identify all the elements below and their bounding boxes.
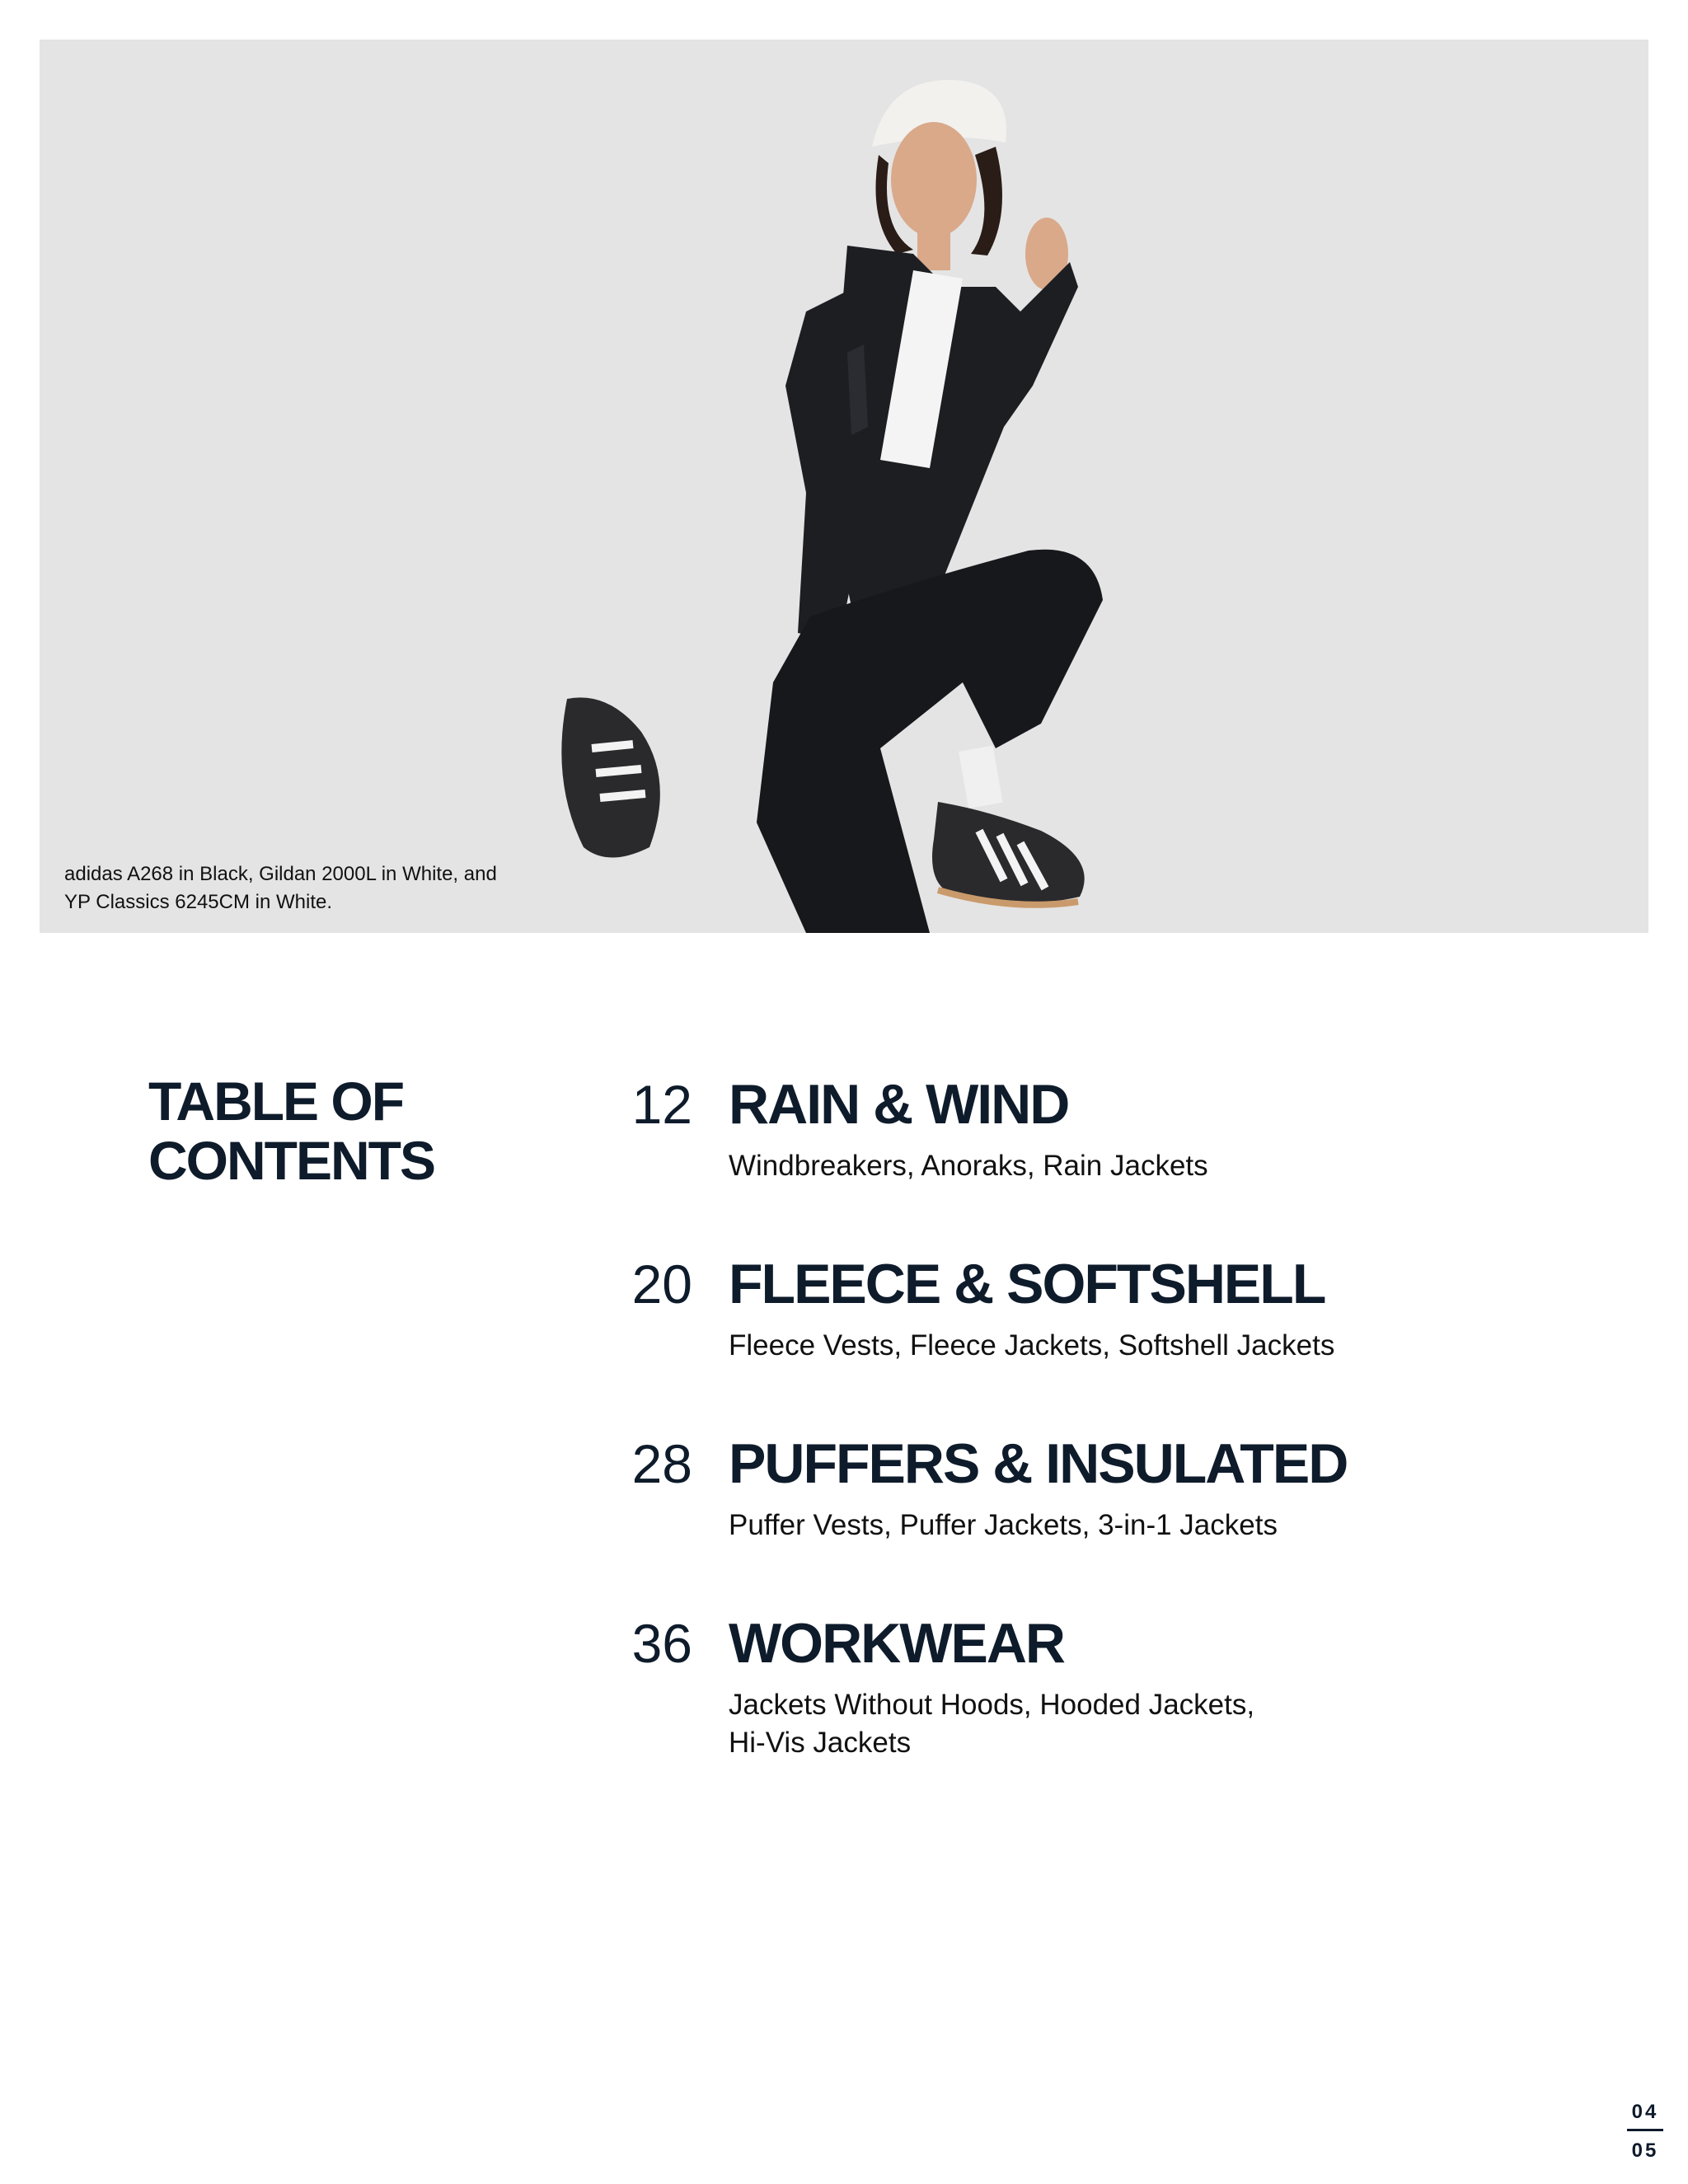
toc-page-number: 36	[631, 1613, 692, 1674]
toc-page-number: 20	[631, 1254, 692, 1315]
toc-section-heading: RAIN & WIND	[729, 1073, 1069, 1136]
toc-page-number: 12	[631, 1074, 692, 1135]
toc-entry-puffers-insulated[interactable]	[593, 1424, 1582, 1604]
toc-section-heading: FLEECE & SOFTSHELL	[729, 1253, 1325, 1315]
toc-section-description: Fleece Vests, Fleece Jackets, Softshell Jackets	[729, 1329, 1335, 1361]
toc-section-heading: WORKWEAR	[729, 1612, 1065, 1675]
toc-list	[593, 1065, 1582, 1783]
toc-entry-workwear[interactable]	[593, 1604, 1582, 1783]
toc-entry-rain-wind[interactable]	[593, 1065, 1582, 1244]
toc-section-description: Puffer Vests, Puffer Jackets, 3-in-1 Jackets	[729, 1509, 1278, 1541]
toc-section-description: Windbreakers, Anoraks, Rain Jackets	[729, 1150, 1208, 1182]
page-number-right: 05	[1631, 2139, 1659, 2162]
toc-entry-fleece-softshell[interactable]	[593, 1244, 1582, 1424]
page-number-divider	[1627, 2129, 1663, 2131]
page-numbers	[1627, 2101, 1663, 2163]
hero-photo	[40, 40, 1648, 933]
toc-section-heading: PUFFERS & INSULATED	[729, 1432, 1348, 1495]
page-number-left: 04	[1631, 2101, 1659, 2123]
toc-title: TABLE OF CONTENTS	[148, 1071, 434, 1191]
toc-section-description: Jackets Without Hoods, Hooded Jackets, Hi-Vis Jackets	[729, 1689, 1255, 1759]
toc-page-number: 28	[631, 1433, 692, 1494]
photo-caption: adidas A268 in Black, Gildan 2000L in White, and YP Classics 6245CM in White.	[64, 863, 497, 913]
model-illustration	[40, 40, 1648, 933]
